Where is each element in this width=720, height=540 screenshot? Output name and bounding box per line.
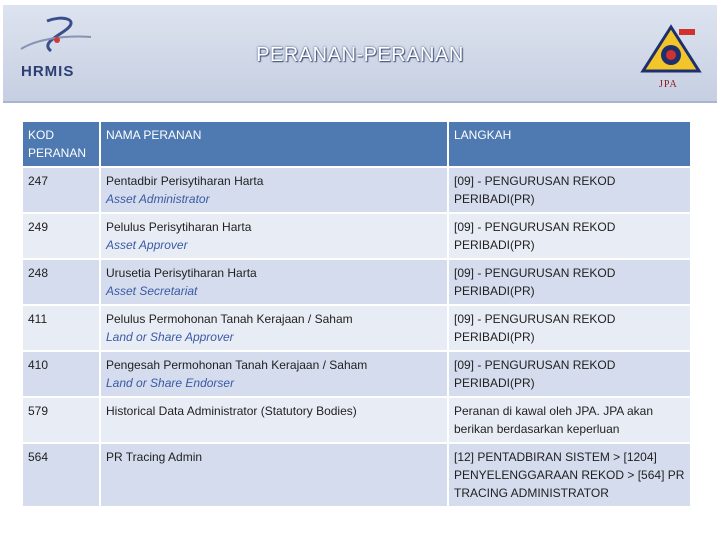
- role-name-malay: Pengesah Permohonan Tanah Kerajaan / Saham: [106, 358, 368, 372]
- role-code: 564: [23, 444, 99, 506]
- jpa-logo-text: JPA: [659, 79, 678, 90]
- role-step: [09] - PENGURUSAN REKOD PERIBADI(PR): [449, 352, 690, 396]
- role-name: [101, 398, 447, 442]
- role-name: [101, 306, 447, 350]
- role-step: Peranan di kawal oleh JPA. JPA akan berikan berdasarkan keperluan: [449, 398, 690, 442]
- role-name-malay: Urusetia Perisytiharan Harta: [106, 266, 257, 280]
- column-header-step: LANGKAH: [449, 122, 690, 166]
- role-name-english: Asset Approver: [106, 238, 188, 252]
- role-step: [09] - PENGURUSAN REKOD PERIBADI(PR): [449, 214, 690, 258]
- role-code: 249: [23, 214, 99, 258]
- role-name-english: Land or Share Approver: [106, 330, 234, 344]
- slide-header: [3, 5, 717, 103]
- role-step: [09] - PENGURUSAN REKOD PERIBADI(PR): [449, 168, 690, 212]
- table-row: [23, 444, 690, 506]
- role-name: [101, 260, 447, 304]
- role-name-malay: Historical Data Administrator (Statutory Bodies): [106, 404, 357, 418]
- role-step: [12] PENTADBIRAN SISTEM > [1204] PENYELENGGARAAN REKOD > [564] PR TRACING ADMINISTRATOR: [449, 444, 690, 506]
- hrmis-logo-text: HRMIS: [21, 63, 75, 80]
- role-step: [09] - PENGURUSAN REKOD PERIBADI(PR): [449, 306, 690, 350]
- role-code: 411: [23, 306, 99, 350]
- table-row: [23, 306, 690, 350]
- role-name: [101, 444, 447, 506]
- table-row: [23, 168, 690, 212]
- jpa-logo: [639, 23, 703, 95]
- jpa-emblem-icon: [639, 23, 703, 79]
- column-header-name: NAMA PERANAN: [101, 122, 447, 166]
- role-name-english: Asset Secretariat: [106, 284, 198, 298]
- table-row: [23, 352, 690, 396]
- role-name-english: Land or Share Endorser: [106, 376, 235, 390]
- role-name: [101, 168, 447, 212]
- role-code: 247: [23, 168, 99, 212]
- role-name-malay: Pentadbir Perisytiharan Harta: [106, 174, 264, 188]
- role-name: [101, 352, 447, 396]
- role-name: [101, 214, 447, 258]
- role-name-malay: Pelulus Permohonan Tanah Kerajaan / Saham: [106, 312, 353, 326]
- table-header-row: [23, 122, 690, 166]
- table-row: [23, 398, 690, 442]
- table-row: [23, 214, 690, 258]
- role-step: [09] - PENGURUSAN REKOD PERIBADI(PR): [449, 260, 690, 304]
- page-title: PERANAN-PERANAN: [256, 44, 464, 66]
- roles-table: [21, 120, 692, 508]
- role-name-malay: PR Tracing Admin: [106, 450, 203, 464]
- role-name-english: Asset Administrator: [106, 192, 210, 206]
- role-name-malay: Pelulus Perisytiharan Harta: [106, 220, 252, 234]
- table-row: [23, 260, 690, 304]
- role-code: 248: [23, 260, 99, 304]
- role-code: 579: [23, 398, 99, 442]
- column-header-code: KOD PERANAN: [23, 122, 99, 166]
- role-code: 410: [23, 352, 99, 396]
